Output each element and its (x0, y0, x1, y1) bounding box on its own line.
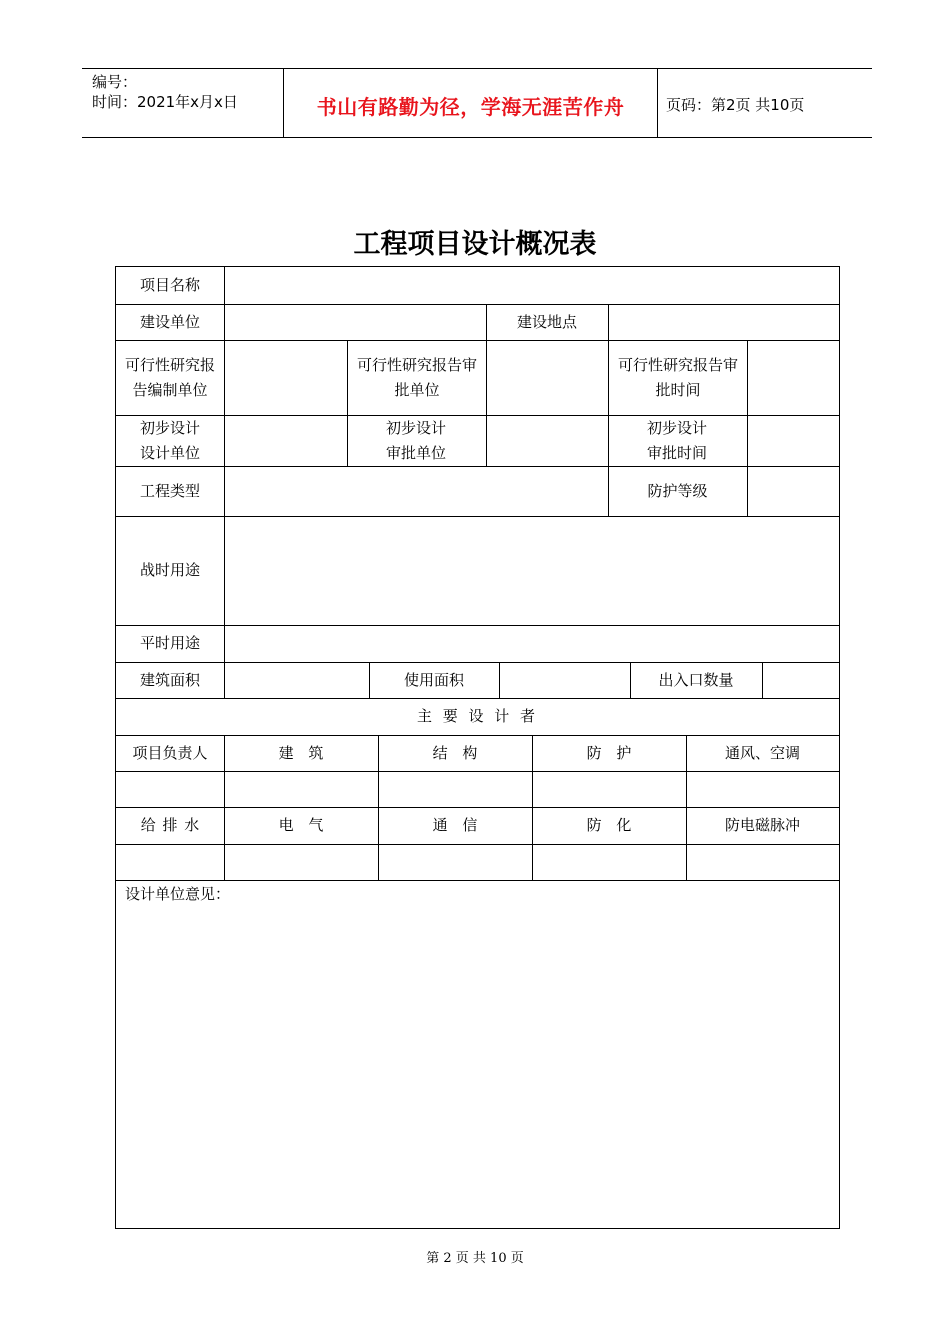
designer-role-label: 电 气 (278, 816, 324, 834)
designer-name-field[interactable] (378, 771, 532, 807)
designer-role-label: 项目负责人 (132, 743, 208, 762)
design-unit-opinion-label: 设计单位意见： (125, 885, 231, 903)
designer-role-label: 防电磁脉冲 (724, 816, 800, 834)
entrance-count-label: 出入口数量 (658, 670, 734, 689)
feasibility-compiler-field[interactable] (224, 340, 347, 415)
construction-site-label: 建设地点 (516, 312, 577, 331)
protection-level-field[interactable] (747, 466, 839, 516)
designer-name-field[interactable] (224, 771, 378, 807)
form-title: 工程项目设计概况表 (353, 229, 597, 260)
wartime-use-field[interactable] (224, 516, 839, 625)
time-label: 时间：2021年x月x日 (92, 93, 238, 111)
designer-role-label: 建 筑 (278, 743, 324, 762)
prelim-approval-time-field[interactable] (747, 415, 839, 466)
header-motto-cell (284, 69, 658, 137)
construction-unit-label: 建设单位 (139, 312, 200, 331)
building-area-label: 建筑面积 (139, 670, 200, 689)
designer-name-field[interactable] (532, 844, 686, 880)
designer-name-field[interactable] (116, 844, 224, 880)
designer-role-label: 防 护 (586, 743, 632, 762)
feasibility-compiler-label: 可行性研究报告编制单位 (124, 355, 215, 399)
page-header (82, 68, 872, 138)
col-divider (347, 340, 348, 466)
designer-role-label: 通 信 (432, 816, 478, 834)
row-divider (116, 880, 839, 881)
designer-name-field[interactable] (116, 771, 224, 807)
code-label: 编号： (92, 73, 138, 91)
header-page-cell (658, 69, 872, 137)
feasibility-approval-unit-field[interactable] (486, 340, 608, 415)
designer-name-field[interactable] (378, 844, 532, 880)
peacetime-use-label: 平时用途 (139, 634, 200, 652)
designer-name-field[interactable] (532, 771, 686, 807)
designer-role-label: 给 排 水 (140, 816, 200, 834)
design-overview-table (115, 266, 840, 1229)
prelim-design-unit-field[interactable] (224, 415, 347, 466)
building-area-field[interactable] (224, 662, 369, 698)
prelim-approval-unit-field[interactable] (486, 415, 608, 466)
designer-name-field[interactable] (686, 844, 839, 880)
project-type-label: 工程类型 (139, 481, 200, 500)
usable-area-label: 使用面积 (403, 670, 464, 689)
designer-name-field[interactable] (224, 844, 378, 880)
prelim-approval-unit-label: 初步设计审批单位 (385, 418, 446, 462)
construction-site-field[interactable] (608, 304, 839, 340)
designer-name-field[interactable] (686, 771, 839, 807)
feasibility-approval-time-field[interactable] (747, 340, 839, 415)
designer-role-label: 防 化 (586, 816, 632, 834)
construction-unit-field[interactable] (224, 304, 486, 340)
project-name-field[interactable] (224, 267, 839, 304)
project-name-label: 项目名称 (139, 276, 200, 294)
feasibility-approval-unit-label: 可行性研究报告审批单位 (356, 355, 477, 399)
peacetime-use-field[interactable] (224, 625, 839, 662)
project-type-field[interactable] (224, 466, 608, 516)
page-number-label: 页码：第2页 共10页 (666, 96, 805, 114)
designer-role-label: 结 构 (432, 743, 478, 762)
prelim-design-unit-label: 初步设计设计单位 (139, 418, 200, 462)
prelim-approval-time-label: 初步设计审批时间 (646, 418, 707, 462)
entrance-count-field[interactable] (762, 662, 839, 698)
wartime-use-label: 战时用途 (139, 561, 200, 579)
feasibility-approval-time-label: 可行性研究报告审批时间 (617, 355, 738, 399)
header-meta-cell (82, 69, 284, 137)
motto: 书山有路勤为径，学海无涯苦作舟 (316, 95, 625, 119)
page-footer: 第 2 页 共 10 页 (426, 1251, 524, 1266)
usable-area-field[interactable] (499, 662, 630, 698)
protection-level-label: 防护等级 (647, 481, 708, 500)
main-designers-header: 主 要 设 计 者 (416, 707, 539, 725)
designer-role-label: 通风、空调 (724, 743, 800, 762)
